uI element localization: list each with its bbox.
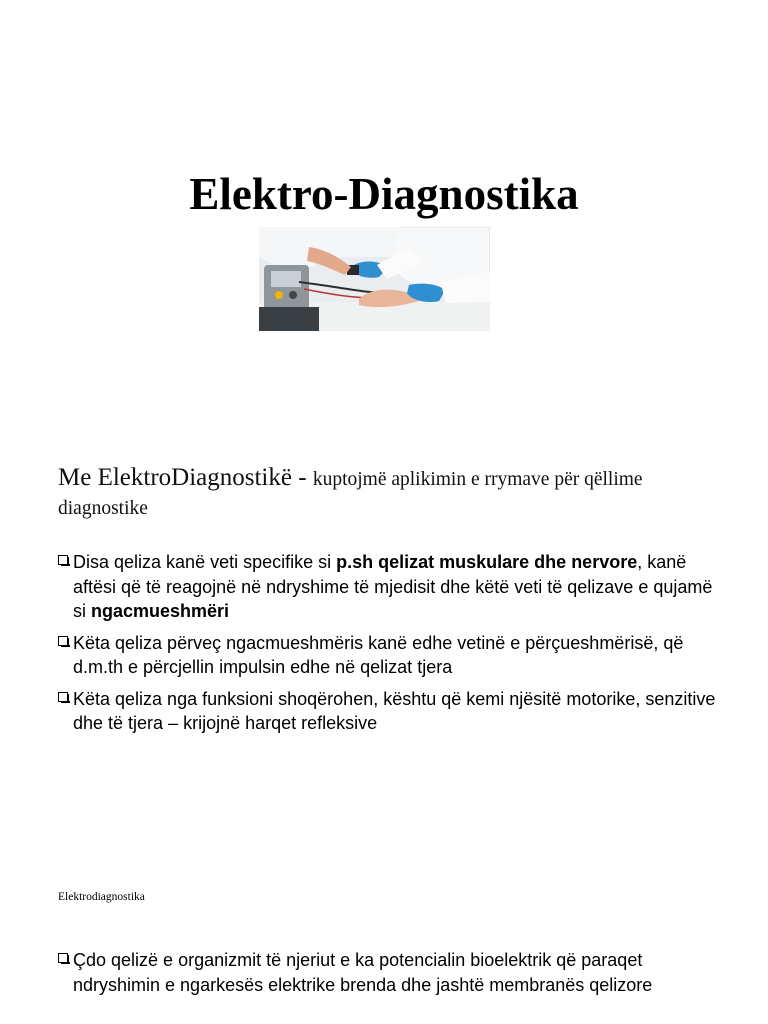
electrodiagnostic-photo-illustration <box>259 227 490 331</box>
list-item <box>58 687 718 736</box>
checkbox-bullet-icon <box>58 555 68 565</box>
bullet-list <box>58 550 718 743</box>
bullet-text: Çdo qelizë e organizmit të njeriut e ka potencialin bioelektrik që paraqet ndryshimin e ngarkesës elektrike brenda dhe jashtë membranës qelizore <box>73 950 653 995</box>
bullet-text: Këta qeliza përveç ngacmueshmëris kanë edhe vetinë e përçueshmërisë, që d.m.th e përcjellin impulsin edhe në qelizat tjera <box>73 632 684 677</box>
list-item <box>58 948 718 997</box>
checkbox-bullet-icon <box>58 636 68 646</box>
bullet-text-pre: Disa qeliza kanë veti specifike si <box>73 552 337 572</box>
checkbox-bullet-icon <box>58 953 68 963</box>
electrodiagnostic-photo <box>259 227 490 331</box>
bullet-list-second-slide <box>58 948 718 1004</box>
bullet-text-bold: ngacmueshmëri <box>91 601 230 621</box>
intro-paragraph <box>58 464 708 523</box>
list-item <box>58 631 718 680</box>
list-item <box>58 550 718 624</box>
intro-rest: kuptojmë aplikimin e rrymave për qëllime diagnostike <box>58 469 643 519</box>
checkbox-bullet-icon <box>58 692 68 702</box>
bullet-text-mid: , kanë aftësi që të reagojnë në ndryshime të mjedisit dhe këtë veti të qelizave e qujamë si <box>73 552 713 621</box>
slide-title: Elektro-Diagnostika <box>189 169 579 219</box>
intro-lead: Me ElektroDiagnostikë - <box>58 464 313 491</box>
slide-footer-label: Elektrodiagnostika <box>58 891 145 903</box>
bullet-text-bold: p.sh qelizat muskulare dhe nervore <box>336 552 638 572</box>
bullet-text: Këta qeliza nga funksioni shoqërohen, kështu që kemi njësitë motorike, senzitive dhe të tjera – krijojnë harqet refleksive <box>73 688 716 733</box>
